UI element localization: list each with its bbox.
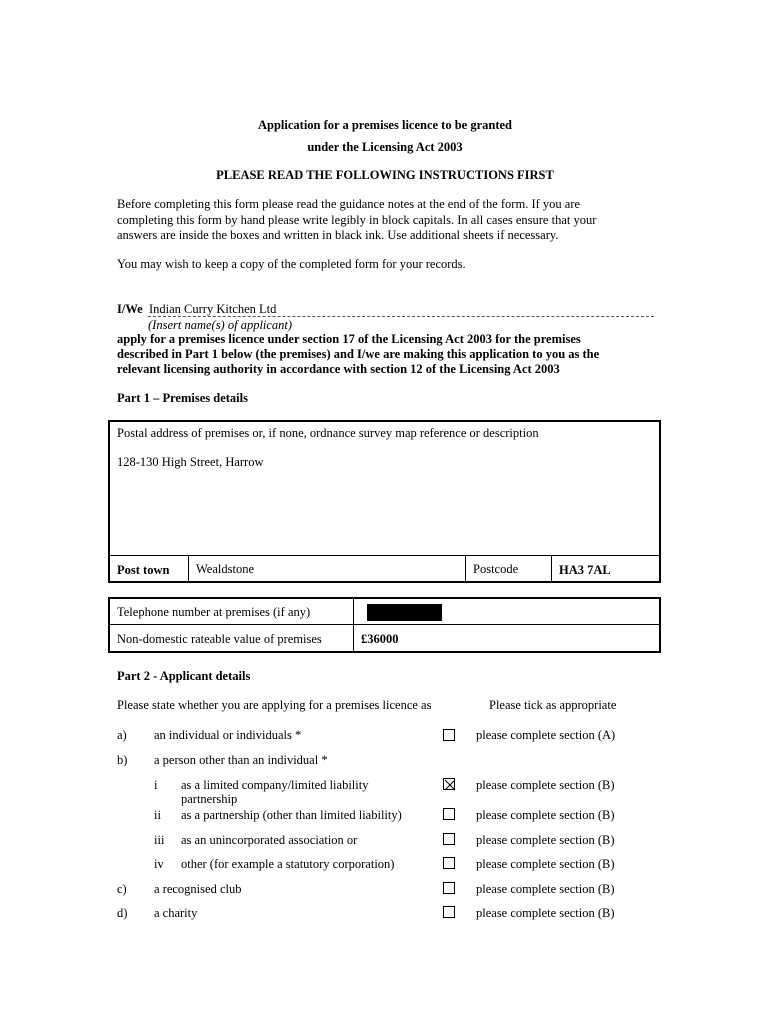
option-b-ii-checkbox[interactable] — [443, 808, 455, 820]
part1-heading: Part 1 – Premises details — [117, 391, 248, 405]
postcode-label: Postcode — [473, 562, 519, 576]
post-town-field[interactable]: Wealdstone — [196, 562, 255, 576]
option-b-i-checkbox[interactable] — [443, 778, 455, 790]
intro-line-1: Before completing this form please read the guidance notes at the end of the form. If you are — [117, 197, 581, 211]
post-town-divider — [188, 555, 189, 582]
postcode-field[interactable]: HA3 7AL — [559, 563, 611, 577]
option-b-i-marker: i — [154, 778, 158, 792]
premises-info-col-divider — [353, 598, 354, 652]
postcode-label-divider — [465, 555, 466, 582]
checked-x-icon — [444, 779, 456, 791]
option-b-iii-note: please complete section (B) — [476, 833, 615, 847]
option-a-marker: a) — [117, 728, 127, 742]
option-b-iii-checkbox[interactable] — [443, 833, 455, 845]
option-c-marker: c) — [117, 882, 127, 896]
rateable-value-field[interactable]: £36000 — [361, 632, 399, 646]
tick-instruction: Please tick as appropriate — [489, 698, 617, 712]
postcode-value-divider — [551, 555, 552, 582]
copy-note: You may wish to keep a copy of the completed form for your records. — [117, 257, 466, 271]
option-d-marker: d) — [117, 906, 128, 920]
option-b-iii-label: as an unincorporated association or — [181, 833, 358, 847]
option-b-i-label-line2: partnership — [181, 792, 238, 806]
option-b-i-note: please complete section (B) — [476, 778, 615, 792]
option-d-checkbox[interactable] — [443, 906, 455, 918]
intro-line-3: answers are inside the boxes and written in black ink. Use additional sheets if necessary. — [117, 228, 559, 242]
option-c-label: a recognised club — [154, 882, 242, 896]
statement-line-1: apply for a premises licence under section 17 of the Licensing Act 2003 for the premises — [117, 332, 581, 346]
option-b-label: a person other than an individual * — [154, 753, 328, 767]
option-b-iv-marker: iv — [154, 857, 164, 871]
form-title-line2: under the Licensing Act 2003 — [307, 140, 463, 154]
rateable-value-label: Non-domestic rateable value of premises — [117, 632, 322, 646]
applicant-statement — [117, 332, 677, 377]
option-d-note: please complete section (B) — [476, 906, 615, 920]
part2-heading: Part 2 - Applicant details — [117, 669, 251, 683]
option-a-note: please complete section (A) — [476, 728, 616, 742]
applicant-name-underline — [148, 316, 654, 317]
option-b-iv-checkbox[interactable] — [443, 857, 455, 869]
option-b-ii-note: please complete section (B) — [476, 808, 615, 822]
applicant-prefix: I/We — [117, 302, 143, 316]
statement-line-3: relevant licensing authority in accordance with section 12 of the Licensing Act 2003 — [117, 362, 560, 376]
option-b-marker: b) — [117, 753, 128, 767]
option-b-ii-label: as a partnership (other than limited liability) — [181, 808, 402, 822]
post-town-label: Post town — [117, 563, 170, 577]
option-b-iii-marker: iii — [154, 833, 165, 847]
intro-line-2: completing this form by hand please write legibly in block capitals. In all cases ensure that your — [117, 212, 597, 227]
premises-address-box — [108, 420, 661, 583]
option-b-i-label-line1: as a limited company/limited liability — [181, 778, 369, 792]
form-title-line1: Application for a premises licence to be granted — [257, 118, 513, 132]
statement-line-2: described in Part 1 below (the premises) and I/we are making this application to you as the — [117, 347, 600, 361]
telephone-label: Telephone number at premises (if any) — [117, 605, 311, 619]
option-c-note: please complete section (B) — [476, 882, 615, 896]
option-d-label: a charity — [154, 906, 198, 920]
telephone-redacted-field[interactable] — [367, 604, 442, 621]
option-b-i-label — [181, 778, 368, 806]
premises-info-row-divider — [109, 624, 660, 625]
option-b-iv-note: please complete section (B) — [476, 857, 615, 871]
option-b-iv-label: other (for example a statutory corporation) — [181, 857, 395, 871]
instructions-heading: PLEASE READ THE FOLLOWING INSTRUCTIONS FIRST — [216, 168, 554, 182]
applicant-type-question: Please state whether you are applying for a premises licence as — [117, 698, 432, 712]
applicant-name-hint: (Insert name(s) of applicant) — [148, 318, 293, 332]
intro-paragraph — [117, 197, 657, 244]
option-c-checkbox[interactable] — [443, 882, 455, 894]
address-label: Postal address of premises or, if none, ordnance survey map reference or description — [117, 426, 539, 440]
address-field[interactable]: 128-130 High Street, Harrow — [117, 455, 264, 469]
address-divider — [109, 555, 660, 556]
option-b-ii-marker: ii — [154, 808, 161, 822]
option-a-checkbox[interactable] — [443, 729, 455, 741]
option-a-label: an individual or individuals * — [154, 728, 302, 742]
applicant-name-field[interactable]: Indian Curry Kitchen Ltd — [149, 302, 277, 316]
